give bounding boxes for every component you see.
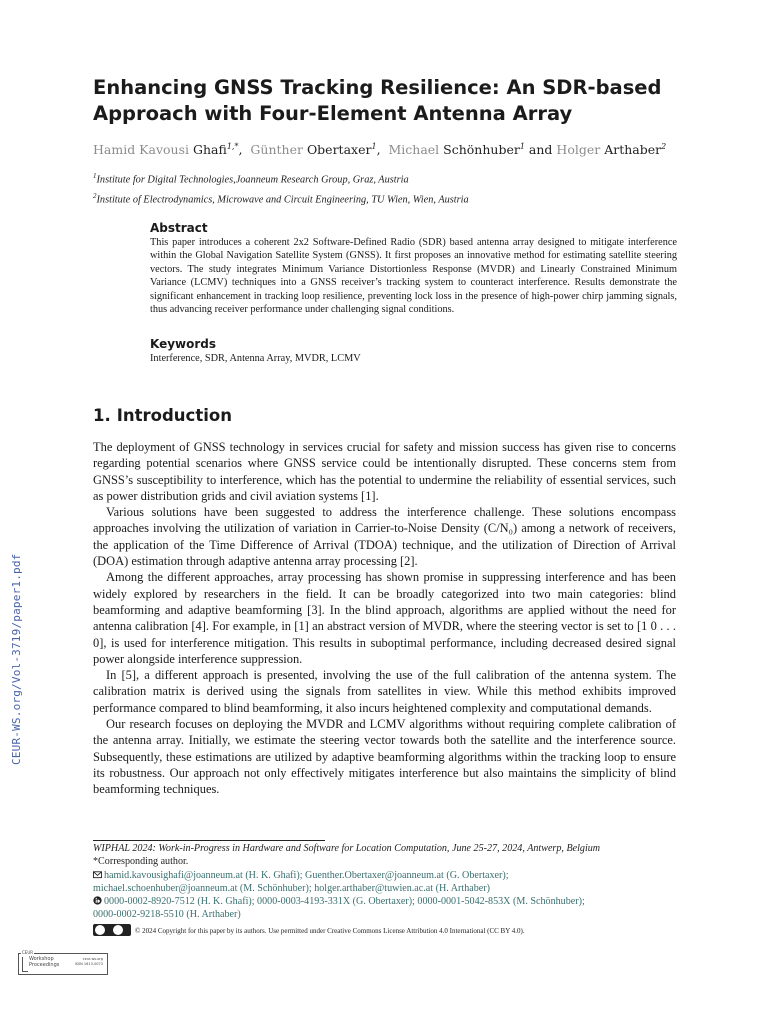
introduction-body <box>93 439 676 798</box>
section-heading <box>93 405 232 427</box>
author-list: Hamid Kavousi Ghafi$^{1,*}$, Günther Obertaxer$^1$, Michael Schönhuber$^1$ and Holger Arthaber$^2$ <box>93 142 667 158</box>
corresponding-note: *Corresponding author. <box>93 856 189 868</box>
paragraph: Among the different approaches, array processing has shown promise in suppressing interference and has been widely explored by researchers in the field. It can be broadly categorized into two main categories: blind beamforming and adaptive beamforming [3]. In the blind approach, algorithms are applied without the need for antenna calibration [4]. For example, in [1] an abstract version of MVDR, where the steering vector is set to [1 0 . . . 0], is used for interference mitigation. This results in suboptimal performance, including decreased desired signal power alongside interference suppression. <box>93 570 676 666</box>
author-1: Hamid Kavousi Ghafi$^{1,*}$ <box>93 142 239 158</box>
author-4: Holger Arthaber$^2$ <box>556 142 667 158</box>
paragraph: Various solutions have been suggested to address the interference challenge. These solutions encompass approaches involving the utilization of variation in Carrier-to-Noise Density (C/N₀) among a network of receivers, the application of the Time Difference of Arrival (TDOA) technique, and the utilization of Direction of Arrival (DOA) estimation through adaptive antenna array processing [2]. <box>93 505 676 569</box>
keywords-text: Interference, SDR, Antenna Array, MVDR, LCMV <box>150 353 361 364</box>
paragraph: In [5], a different approach is presented, involving the use of the full calibration of the antenna system. The calibration matrix is derived using the signals from satellites in view. While this method exhibits improved performance compared to blind beamforming, it also incurs heightened complexity and computational demands. <box>93 668 676 715</box>
affiliations <box>93 168 693 209</box>
section-title: Introduction <box>116 406 232 425</box>
footnote-rule <box>93 840 325 841</box>
paper-title: Enhancing GNSS Tracking Resilience: An SDR-based Approach with Four-Element Antenna Array <box>93 76 662 125</box>
keywords-heading: Keywords <box>150 337 217 351</box>
affiliation-2: $^2$Institute of Electrodynamics, Microwave and Circuit Engineering, TU Wien, Wien, Austria <box>93 192 469 206</box>
footnotes <box>93 842 683 922</box>
email-links[interactable]: hamid.kavousighafi@joanneum.at (H. K. Ghafi); Guenther.Obertaxer@joanneum.at (G. Obertaxer); <box>104 869 509 881</box>
author-3: Michael Schönhuber$^1$ <box>388 142 525 158</box>
author-2: Günther Obertaxer$^1$ <box>250 142 377 158</box>
orcid-icon <box>93 896 102 905</box>
copyright-text: © 2024 Copyright for this paper by its authors. Use permitted under Creative Commons License Attribution 4.0 International (CC BY 4.0). <box>135 927 525 935</box>
email-links-2[interactable]: michael.schoenhuber@joanneum.at (M. Schönhuber); holger.arthaber@tuwien.ac.at (H. Arthaber) <box>93 882 490 894</box>
affiliation-1: $^1$Institute for Digital Technologies,Joanneum Research Group, Graz, Austria <box>93 172 409 186</box>
abstract <box>150 220 677 316</box>
section-number: 1. <box>93 406 111 425</box>
abstract-heading: Abstract <box>150 221 208 235</box>
arxiv-side-url[interactable]: CEUR-WS.org/Vol-3719/paper1.pdf <box>10 553 23 765</box>
cc-by-license-icon <box>93 924 131 936</box>
abstract-text: This paper introduces a coherent 2x2 Software-Defined Radio (SDR) based antenna array designed to mitigate interference within the Global Navigation Satellite System (GNSS). It first proposes an innovative method for estimating satellite steering vectors. The study integrates Minimum Variance Distortionless Response (MVDR) and Linearly Constrained Minimum Variance (LCMV) techniques into a GNSS receiver’s tracking system to counteract interference. Results demonstrate the significant enhancement in tracking loop resilience, preventing lock loss in the presence of high-power chirp jamming signals, thus advancing receiver performance under challenging signal conditions. <box>150 237 677 316</box>
venue-note: WIPHAL 2024: Work-in-Progress in Hardware and Software for Location Computation, June 25-27, 2024, Antwerp, Belgium <box>93 843 601 854</box>
keywords <box>150 336 677 365</box>
ceur-workshop-logo: CEUR Workshop Proceedings ceur-ws.org ISSN 1613-0073 <box>18 953 108 975</box>
orcid-links-2[interactable]: 0000-0002-9218-5510 (H. Arthaber) <box>93 909 241 921</box>
paragraph: The deployment of GNSS technology in services crucial for safety and mission success has given rise to concerns regarding potential scenarios where GNSS service could be intentionally disrupted. These concerns stem from GNSS’s susceptibility to interference, which has the potential to undermine the reliability of essential services, such as power distribution grids and civil aviation systems [1]. <box>93 440 676 503</box>
envelope-icon <box>93 870 102 879</box>
orcid-line <box>93 895 683 908</box>
paragraph: Our research focuses on deploying the MVDR and LCMV algorithms without requiring complete calibration of the antenna array. Initially, we estimate the steering vector towards both the satellite and the interference source. Subsequently, these estimations are utilized by adaptive beamforming algorithms within the tracking loop to ensure its robustness. Our approach not only effectively mitigates interference but also maintains the simplicity of blind beamforming techniques. <box>93 717 676 797</box>
email-line <box>93 869 683 882</box>
orcid-links[interactable]: 0000-0002-8920-7512 (H. K. Ghafi); 0000-0003-4193-331X (G. Obertaxer); 0000-0001-5042-853X (M. Schönhuber); <box>104 896 585 908</box>
copyright-line <box>93 924 653 938</box>
